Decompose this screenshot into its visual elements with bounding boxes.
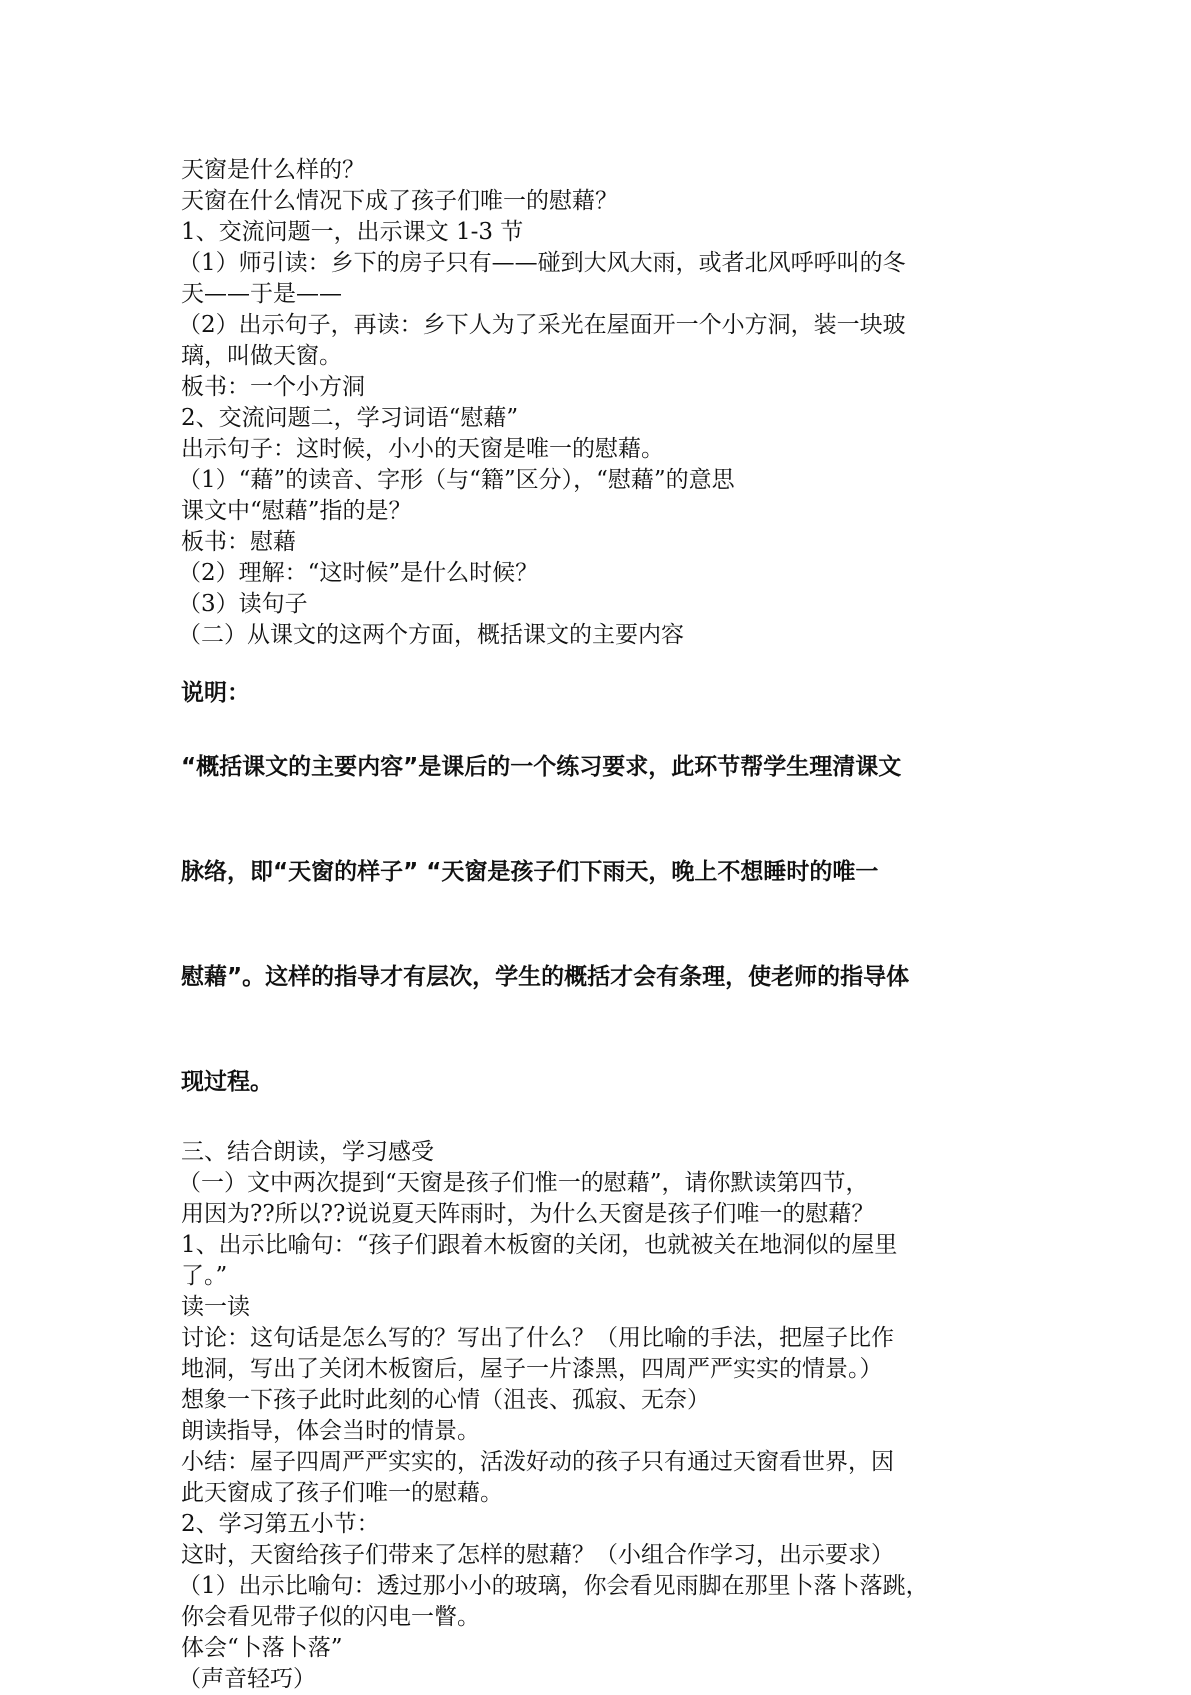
text-line: 板书：慰藉 [181, 529, 296, 555]
text-line: 小结：屋子四周严严实实的，活泼好动的孩子只有通过天窗看世界，因 [181, 1449, 894, 1475]
text-line: 体会“卜落卜落” [181, 1635, 343, 1661]
lesson-steps-part-2 [178, 1137, 1041, 1695]
text-line: 课文中“慰藉”指的是？ [181, 498, 412, 524]
note-title: 说明： [181, 680, 250, 706]
lesson-steps-part-1 [178, 155, 1041, 651]
text-line: 用因为??所以??说说夏天阵雨时，为什么天窗是孩子们唯一的慰藉？ [181, 1201, 875, 1227]
text-line: 此天窗成了孩子们唯一的慰藉。 [181, 1480, 503, 1506]
text-line: （2）理解：“这时候”是什么时候？ [178, 560, 539, 586]
text-line: （一）文中两次提到“天窗是孩子们惟一的慰藉”，请你默读第四节， [178, 1170, 869, 1196]
text-line: 三、结合朗读，学习感受 [181, 1139, 434, 1165]
text-line: （二）从课文的这两个方面，概括课文的主要内容 [178, 622, 684, 648]
text-line: 天窗是什么样的？ [181, 157, 365, 183]
text-line: 出示句子：这时候，小小的天窗是唯一的慰藉。 [181, 436, 664, 462]
text-line: （2）出示句子，再读：乡下人为了采光在屋面开一个小方洞，装一块玻 [178, 312, 906, 338]
text-line: 想象一下孩子此时此刻的心情（沮丧、孤寂、无奈） [181, 1387, 710, 1413]
text-line: 板书：一个小方洞 [181, 374, 365, 400]
text-line: 天——于是—— [181, 281, 342, 307]
note-line: 现过程。 [181, 1069, 273, 1095]
note-line: 慰藉”。这样的指导才有层次，学生的概括才会有条理，使老师的指导体 [181, 964, 910, 990]
text-line: （3）读句子 [178, 591, 308, 617]
text-line: 1、交流问题一，出示课文 1-3 节 [181, 219, 524, 245]
text-line: 朗读指导，体会当时的情景。 [181, 1418, 480, 1444]
note-line: 脉络，即“天窗的样子” “天窗是孩子们下雨天，晚上不想睡时的唯一 [181, 859, 879, 885]
text-line: 这时，天窗给孩子们带来了怎样的慰藉？（小组合作学习，出示要求） [181, 1542, 894, 1568]
text-line: 讨论：这句话是怎么写的？写出了什么？（用比喻的手法，把屋子比作 [181, 1325, 894, 1351]
text-line: 你会看见带子似的闪电一瞥。 [181, 1604, 480, 1630]
text-line: （声音轻巧） [178, 1666, 316, 1692]
text-line: 1、出示比喻句：“孩子们跟着木板窗的关闭，也就被关在地洞似的屋里 [181, 1232, 898, 1258]
text-line: （1）出示比喻句：透过那小小的玻璃，你会看见雨脚在那里卜落卜落跳， [178, 1573, 929, 1599]
text-line: 璃，叫做天窗。 [181, 343, 342, 369]
text-line: 天窗在什么情况下成了孩子们唯一的慰藉？ [181, 188, 618, 214]
text-line: 2、交流问题二，学习词语“慰藉” [181, 405, 519, 431]
note-line: “概括课文的主要内容”是课后的一个练习要求，此环节帮学生理清课文 [181, 754, 902, 780]
text-line: （1）师引读：乡下的房子只有——碰到大风大雨，或者北风呼呼叫的冬 [178, 250, 906, 276]
explanation-note [181, 673, 1041, 1099]
text-line: 读一读 [181, 1294, 250, 1320]
text-line: 2、学习第五小节： [181, 1511, 380, 1537]
text-line: （1）“藉”的读音、字形（与“籍”区分），“慰藉”的意思 [178, 467, 735, 493]
text-line: 了。” [181, 1263, 228, 1289]
text-line: 地洞，写出了关闭木板窗后，屋子一片漆黑，四周严严实实的情景。） [181, 1356, 883, 1382]
document-page [178, 155, 1041, 1695]
